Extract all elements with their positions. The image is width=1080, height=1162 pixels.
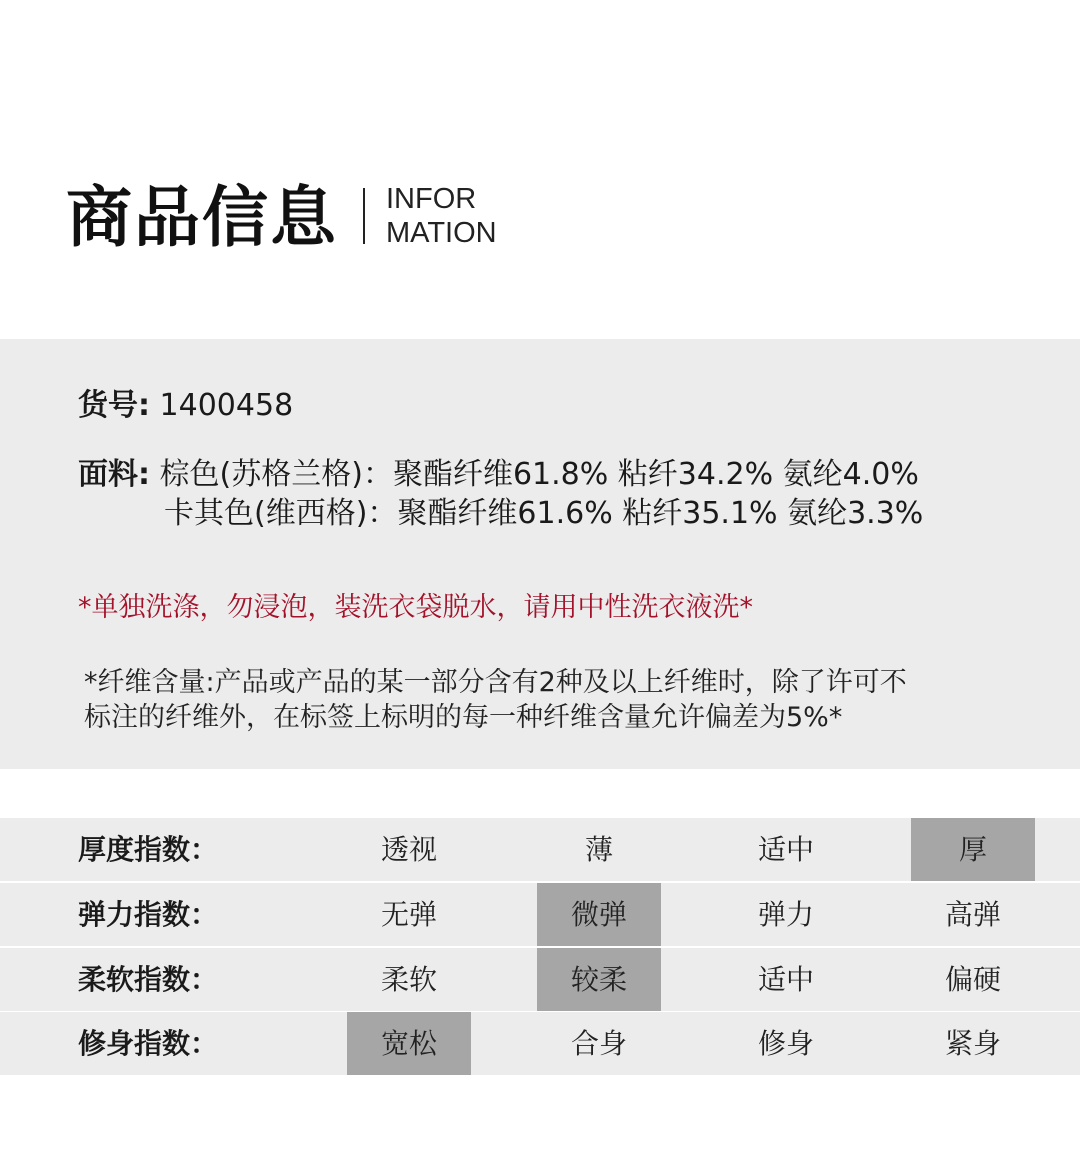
english-subtitle-line2: MATION	[386, 217, 497, 249]
fabric-line-1	[78, 455, 919, 495]
option-cell: 适中	[757, 963, 814, 996]
option-cell: 透视	[380, 833, 437, 866]
fabric-composition-2: 卡其色(维西格)：聚酯纤维61.6% 粘纤35.1% 氨纶3.3%	[164, 496, 924, 531]
fabric-label: 面料:	[78, 457, 150, 492]
fabric-line-2	[164, 494, 923, 534]
row-label: 柔软指数：	[78, 963, 219, 996]
fabric-composition-1: 棕色(苏格兰格)：聚酯纤维61.8% 粘纤34.2% 氨纶4.0%	[159, 457, 919, 492]
fiber-note-line-2: 标注的纤维外，在标签上标明的每一种纤维含量允许偏差为5%*	[84, 702, 843, 733]
option-cell: 微弹	[537, 883, 661, 946]
option-cell: 厚	[911, 818, 1035, 881]
sku-line	[78, 386, 293, 426]
option-cell: 适中	[757, 833, 814, 866]
page-title: 商品信息	[66, 179, 338, 256]
sku-value: 1400458	[159, 388, 294, 423]
row-label: 厚度指数：	[78, 833, 219, 866]
sku-label: 货号:	[78, 388, 150, 423]
option-cell: 宽松	[347, 1012, 471, 1075]
product-info-panel	[0, 339, 1080, 769]
table-row	[0, 948, 1080, 1011]
option-cell: 修身	[757, 1027, 814, 1060]
option-cell: 柔软	[380, 963, 437, 996]
option-cell: 高弹	[944, 898, 1001, 931]
option-cell: 紧身	[944, 1027, 1001, 1060]
option-cell: 薄	[584, 833, 613, 866]
wash-note: *单独洗涤，勿浸泡，装洗衣袋脱水，请用中性洗衣液洗*	[78, 592, 753, 623]
option-cell: 偏硬	[944, 963, 1001, 996]
table-row	[0, 818, 1080, 881]
table-row	[0, 1012, 1080, 1075]
option-cell: 合身	[570, 1027, 627, 1060]
english-subtitle-line1: INFOR	[386, 183, 477, 215]
fiber-note-line-1: *纤维含量:产品或产品的某一部分含有2种及以上纤维时，除了许可不	[84, 667, 907, 698]
english-subtitle	[386, 182, 497, 250]
option-cell: 较柔	[537, 948, 661, 1011]
option-cell: 无弹	[380, 898, 437, 931]
row-label: 修身指数：	[78, 1027, 219, 1060]
option-cell: 弹力	[757, 898, 814, 931]
title-divider	[363, 188, 365, 244]
row-label: 弹力指数：	[78, 898, 219, 931]
table-row	[0, 883, 1080, 946]
